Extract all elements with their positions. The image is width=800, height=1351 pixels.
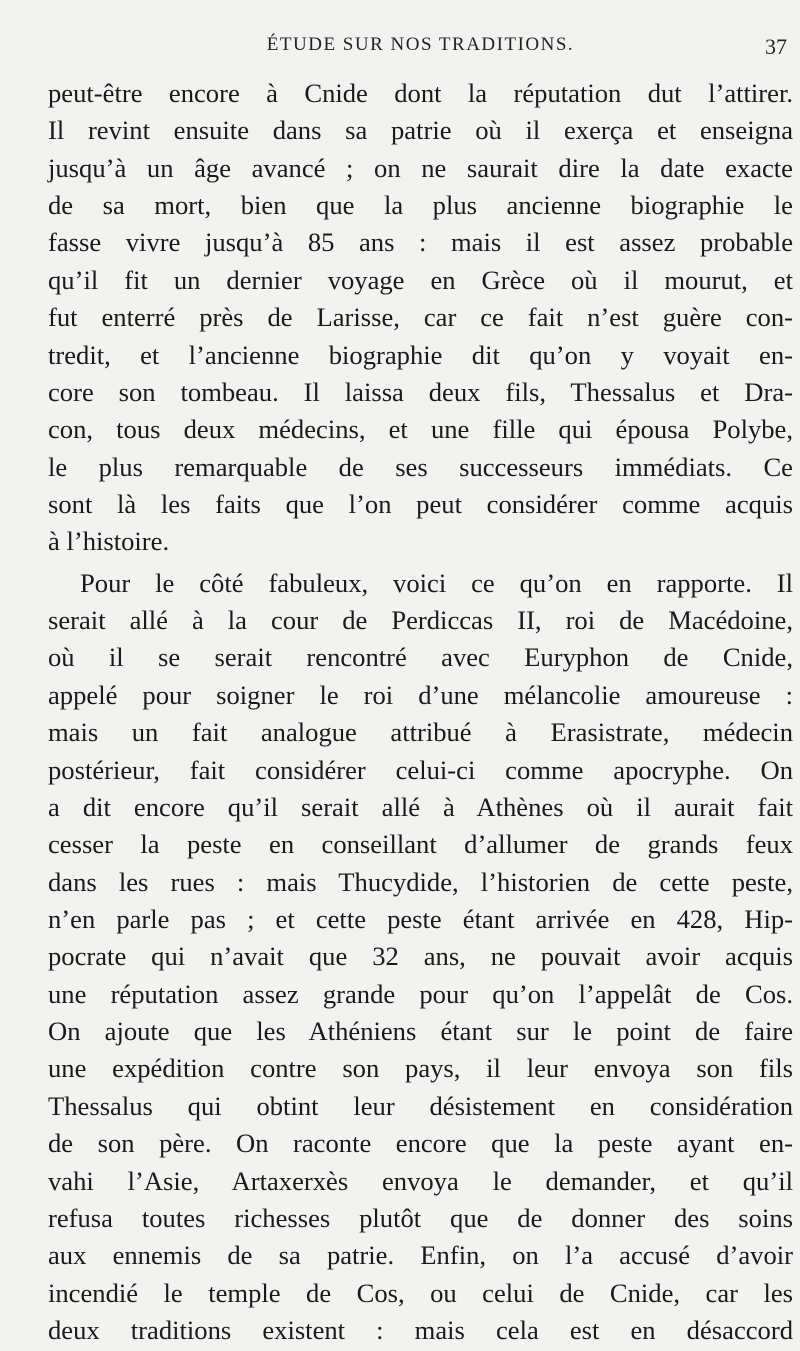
text-line: cesser la peste en conseillant d’allumer de grands feux (48, 829, 793, 860)
text-line: Il revint ensuite dans sa patrie où il exerça et enseigna (48, 115, 793, 146)
text-line: Thessalus qui obtint leur désistement en considération (48, 1090, 793, 1121)
text-line: pocrate qui n’avait que 32 ans, ne pouvait avoir acquis (48, 941, 793, 972)
text-line: peut-être encore à Cnide dont la réputation dut l’attirer. (48, 78, 793, 108)
text-line: de sa mort, bien que la plus ancienne biographie le (48, 190, 793, 221)
text-line: dans les rues : mais Thucydide, l’historien de cette peste, (48, 866, 793, 897)
text-line: fut enterré près de Larisse, car ce fait n’est guère con- (48, 302, 793, 333)
text-line: deux traditions existent : mais cela est en désaccord (48, 1315, 793, 1345)
text-line: serait allé à la cour de Perdiccas II, roi de Macédoine, (48, 605, 793, 636)
text-line: On ajoute que les Athéniens étant sur le point de faire (48, 1016, 793, 1047)
text-line: de son père. On raconte encore que la peste ayant en- (48, 1128, 793, 1159)
text-line: aux ennemis de sa patrie. Enfin, on l’a accusé d’avoir (48, 1240, 793, 1271)
text-line: une expédition contre son pays, il leur envoya son fils (48, 1053, 793, 1084)
running-head (48, 34, 793, 64)
text-line: refusa toutes richesses plutôt que de donner des soins (48, 1202, 793, 1233)
text-line: postérieur, fait considérer celui-ci comme apocryphe. On (48, 754, 793, 785)
text-line: où il se serait rencontré avec Euryphon de Cnide, (48, 642, 793, 673)
text-line: Pour le côté fabuleux, voici ce qu’on en rapporte. Il (80, 567, 793, 598)
text-line: jusqu’à un âge avancé ; on ne saurait dire la date exacte (48, 152, 793, 183)
page-number: 37 (765, 34, 787, 59)
text-line: n’en parle pas ; et cette peste étant arrivée en 428, Hip- (48, 903, 793, 934)
text-line: core son tombeau. Il laissa deux fils, Thessalus et Dra- (48, 376, 793, 407)
text-line: tredit, et l’ancienne biographie dit qu’on y voyait en- (48, 339, 793, 370)
text-line: mais un fait analogue attribué à Erasistrate, médecin (48, 717, 793, 748)
text-line: qu’il fit un dernier voyage en Grèce où il mourut, et (48, 264, 793, 295)
running-title: ÉTUDE SUR NOS TRADITIONS. (266, 34, 575, 55)
text-line: a dit encore qu’il serait allé à Athènes où il aurait fait (48, 791, 793, 822)
text-line: sont là les faits que l’on peut considérer comme acquis (48, 489, 793, 520)
text-line: fasse vivre jusqu’à 85 ans : mais il est assez probable (48, 227, 793, 258)
text-line: appelé pour soigner le roi d’une mélancolie amoureuse : (48, 679, 793, 710)
text-line: à l’histoire. (48, 526, 170, 557)
text-line: vahi l’Asie, Artaxerxès envoya le demander, et qu’il (48, 1165, 793, 1196)
text-line: incendié le temple de Cos, ou celui de Cnide, car les (48, 1277, 793, 1308)
text-line: con, tous deux médecins, et une fille qui épousa Polybe, (48, 414, 793, 445)
text-line: le plus remarquable de ses successeurs immédiats. Ce (48, 451, 793, 482)
text-line: une réputation assez grande pour qu’on l’appelât de Cos. (48, 978, 793, 1009)
